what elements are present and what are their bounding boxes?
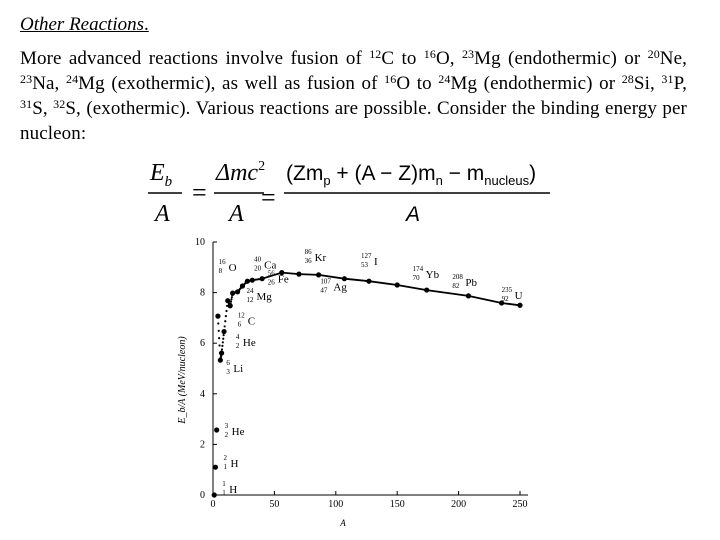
element-symbol: C bbox=[247, 315, 256, 328]
mass-number: 4 bbox=[235, 333, 240, 342]
mass-number: 235 bbox=[501, 285, 513, 294]
nuclide-label-kr86 bbox=[305, 248, 327, 265]
curve-dot bbox=[223, 334, 225, 336]
mass-number: 3 bbox=[224, 421, 229, 430]
curve-dot bbox=[225, 310, 227, 312]
y-tick-label: 4 bbox=[200, 388, 205, 400]
mass-number: 12 bbox=[237, 311, 245, 320]
curve-dot bbox=[222, 341, 224, 343]
element-symbol: He bbox=[231, 425, 245, 438]
atomic-number: 92 bbox=[501, 294, 509, 303]
curve-dot bbox=[224, 325, 226, 327]
y-tick-label: 2 bbox=[200, 439, 205, 451]
binding-energy-formula bbox=[140, 150, 580, 230]
mass-number: 16 bbox=[384, 72, 397, 86]
mass-number: 107 bbox=[320, 277, 331, 286]
curve-dot bbox=[218, 337, 220, 339]
mass-number: 56 bbox=[267, 269, 275, 278]
curve-dot bbox=[231, 296, 233, 298]
para-text: Na, bbox=[32, 73, 66, 94]
para-text: O to bbox=[396, 73, 439, 94]
data-point bbox=[366, 279, 371, 284]
element-symbol: U bbox=[514, 289, 523, 302]
binding-energy-chart bbox=[170, 230, 530, 535]
element-symbol: Fe bbox=[277, 273, 289, 286]
para-text: More advanced reactions involve fusion of bbox=[20, 48, 370, 69]
para-text: P, bbox=[673, 73, 687, 94]
x-tick-label: 250 bbox=[512, 499, 528, 510]
para-text: S, bbox=[32, 98, 54, 119]
data-point bbox=[250, 278, 255, 283]
curve-dot bbox=[217, 322, 219, 324]
data-point bbox=[235, 289, 240, 294]
formula-rhs-num: $(Zm_p + (A - Z)m_n - m_{nucleus})$ bbox=[286, 162, 537, 188]
curve-dot bbox=[218, 330, 220, 332]
data-point bbox=[221, 329, 226, 334]
x-tick-label: 100 bbox=[328, 499, 344, 510]
data-point bbox=[225, 298, 230, 303]
element-symbol: H bbox=[230, 458, 239, 471]
y-axis-label: E_b/A (MeV/nucleon) bbox=[177, 336, 188, 424]
mass-number: 31 bbox=[661, 72, 674, 86]
formula-lhs-num: $E_b$ bbox=[150, 160, 173, 190]
atomic-number: 2 bbox=[224, 430, 229, 439]
mass-number: 32 bbox=[53, 97, 66, 111]
atomic-number: 1 bbox=[223, 463, 227, 472]
formula-lhs-den: A bbox=[155, 201, 170, 227]
nuclide-label-i127 bbox=[361, 252, 378, 269]
data-point bbox=[230, 291, 235, 296]
atomic-number: 3 bbox=[226, 368, 230, 377]
equals-sign: = bbox=[192, 178, 207, 207]
y-tick-label: 0 bbox=[200, 490, 205, 501]
para-text: O, bbox=[435, 48, 462, 69]
x-tick-label: 200 bbox=[451, 499, 467, 510]
data-point bbox=[342, 276, 347, 281]
mass-number: 174 bbox=[412, 265, 424, 274]
data-point bbox=[260, 276, 265, 281]
para-text: Si, bbox=[633, 73, 662, 94]
nuclide-label-c12 bbox=[238, 312, 255, 329]
element-symbol: Yb bbox=[425, 269, 440, 282]
formula-mid-num: Δmc$^2$ bbox=[216, 159, 266, 186]
curve-dot bbox=[221, 345, 223, 347]
atomic-number: 12 bbox=[246, 296, 254, 305]
curve-dot bbox=[230, 298, 232, 300]
mass-number: 86 bbox=[304, 247, 312, 256]
element-symbol: I bbox=[373, 256, 378, 269]
y-tick-label: 10 bbox=[195, 237, 205, 248]
section-heading bbox=[20, 14, 149, 36]
curve-dot bbox=[221, 348, 223, 350]
element-symbol: He bbox=[242, 337, 256, 350]
atomic-number: 82 bbox=[452, 281, 460, 290]
para-text: C to bbox=[381, 48, 424, 69]
element-symbol: Kr bbox=[314, 251, 327, 264]
heading-dot: . bbox=[144, 14, 149, 35]
atomic-number: 20 bbox=[254, 264, 262, 273]
data-point bbox=[424, 287, 429, 292]
mass-number: 31 bbox=[20, 97, 33, 111]
curve-line bbox=[262, 273, 520, 306]
para-text: S, (exothermic). Various reactions are possible. Consider the binding energy per nucleon: bbox=[20, 98, 687, 144]
para-text: Mg (endothermic) or bbox=[474, 48, 648, 69]
x-axis-label: A bbox=[340, 518, 346, 528]
element-symbol: Li bbox=[233, 363, 244, 376]
heading-title: Other Reactions bbox=[20, 14, 145, 35]
atomic-number: 53 bbox=[360, 261, 368, 270]
data-point bbox=[215, 314, 220, 319]
para-text: Mg (exothermic), as well as fusion of bbox=[78, 73, 385, 94]
nuclide-label-u235 bbox=[502, 286, 523, 303]
formula-mid-den: A bbox=[229, 201, 244, 227]
mass-number: 40 bbox=[254, 255, 262, 264]
atomic-number: 6 bbox=[237, 320, 242, 329]
mass-number: 28 bbox=[621, 72, 634, 86]
x-tick-label: 150 bbox=[389, 499, 405, 510]
data-point bbox=[395, 282, 400, 287]
nuclide-label-h2 bbox=[223, 454, 238, 471]
formula-rhs-den: A bbox=[406, 203, 421, 226]
mass-number: 16 bbox=[218, 258, 226, 267]
atomic-number: 36 bbox=[304, 256, 312, 265]
data-point bbox=[218, 358, 223, 363]
nuclide-labels bbox=[219, 248, 523, 497]
y-tick-label: 6 bbox=[200, 338, 205, 350]
data-point bbox=[228, 303, 233, 308]
atomic-number: 47 bbox=[320, 286, 328, 295]
mass-number: 6 bbox=[226, 359, 230, 368]
data-point bbox=[517, 303, 522, 308]
atomic-number: 8 bbox=[218, 267, 223, 276]
y-tick-label: 8 bbox=[200, 287, 205, 299]
mass-number: 24 bbox=[438, 72, 451, 86]
element-symbol: O bbox=[228, 262, 237, 275]
mass-number: 2 bbox=[223, 454, 227, 463]
element-symbol: H bbox=[229, 484, 238, 496]
element-symbol: Ca bbox=[264, 259, 277, 272]
nuclide-label-o16 bbox=[219, 258, 237, 275]
equals-sign: = bbox=[261, 183, 276, 212]
mass-number: 1 bbox=[222, 480, 226, 488]
nuclide-label-yb174 bbox=[413, 265, 440, 282]
para-text: Mg (endothermic) or bbox=[450, 73, 622, 94]
mass-number: 16 bbox=[423, 47, 436, 61]
nuclide-label-li6 bbox=[226, 359, 243, 376]
mass-number: 24 bbox=[65, 72, 79, 86]
data-point bbox=[240, 283, 245, 288]
x-tick-label: 0 bbox=[210, 499, 216, 510]
curve-dot bbox=[224, 320, 226, 322]
atomic-number: 1 bbox=[222, 489, 226, 497]
element-symbol: Ag bbox=[333, 281, 347, 294]
nuclide-label-mg24 bbox=[246, 287, 272, 304]
curve-dot bbox=[218, 344, 220, 346]
data-point bbox=[212, 492, 217, 497]
data-point bbox=[296, 272, 301, 277]
nuclide-label-h1 bbox=[222, 480, 237, 497]
para-text: Ne, bbox=[659, 48, 688, 69]
atomic-number: 70 bbox=[412, 274, 420, 283]
chart-data-points bbox=[212, 270, 523, 498]
nuclide-label-pb208 bbox=[452, 273, 477, 290]
mass-number: 20 bbox=[647, 47, 660, 61]
mass-number: 24 bbox=[246, 287, 254, 296]
atomic-number: 26 bbox=[267, 278, 275, 287]
mass-number: 23 bbox=[20, 72, 33, 86]
element-symbol: Pb bbox=[465, 276, 478, 289]
mass-number: 23 bbox=[461, 47, 475, 61]
nuclide-label-he4 bbox=[236, 333, 256, 350]
nuclide-label-he3 bbox=[225, 422, 245, 439]
intro-paragraph bbox=[20, 46, 687, 146]
curve-dot bbox=[222, 338, 224, 340]
curve-dot bbox=[225, 315, 227, 317]
mass-number: 127 bbox=[360, 252, 372, 261]
data-point bbox=[219, 350, 224, 355]
data-point bbox=[214, 427, 219, 432]
atomic-number: 2 bbox=[235, 342, 240, 351]
element-symbol: Mg bbox=[256, 291, 272, 304]
chart-axes bbox=[195, 237, 528, 510]
mass-number: 208 bbox=[452, 272, 463, 281]
mass-number: 12 bbox=[369, 47, 382, 61]
data-point bbox=[245, 279, 250, 284]
x-tick-label: 50 bbox=[269, 499, 280, 510]
data-point bbox=[466, 293, 471, 298]
data-point bbox=[213, 465, 218, 470]
